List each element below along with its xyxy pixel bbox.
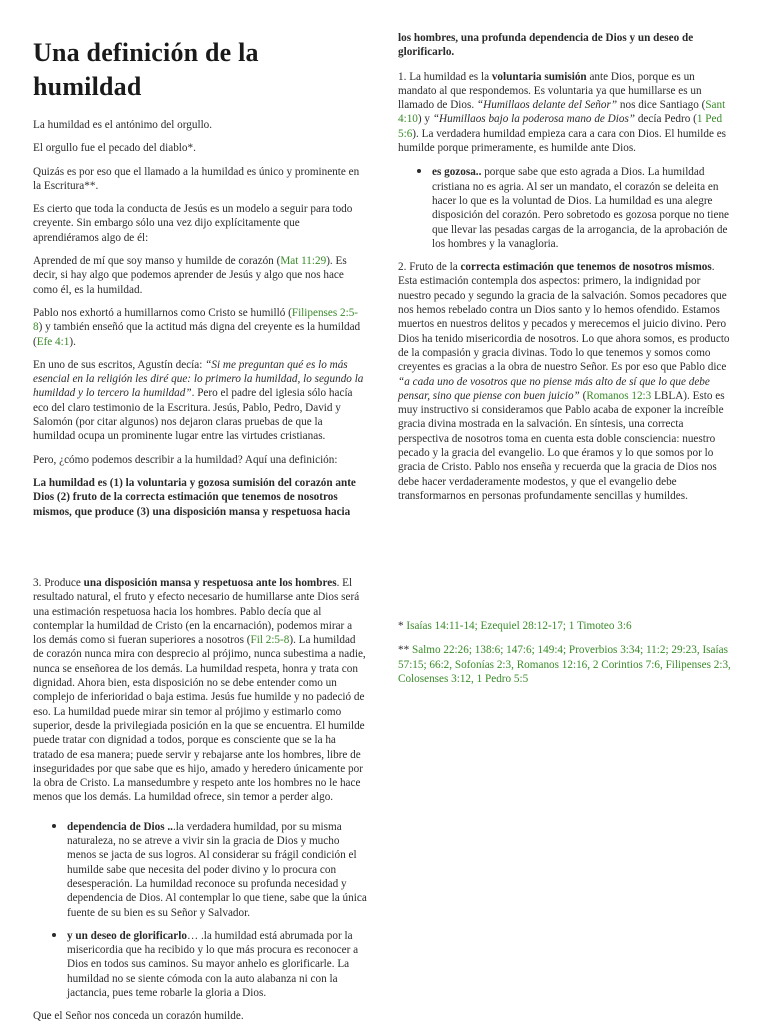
- bold-text: voluntaria sumisión: [491, 70, 587, 83]
- footnotes: [398, 619, 734, 695]
- text-run: (: [579, 389, 587, 402]
- text-run: 1. La humildad es la: [398, 70, 492, 83]
- text-run: Pablo nos exhortó a humillarnos como Cristo se humilló (: [33, 306, 292, 319]
- closing-line: Que el Señor nos conceda un corazón humilde.: [33, 1010, 244, 1023]
- verse-link[interactable]: Isaías 14:11-14; Ezequiel 28:12-17; 1 Timoteo 3:6: [406, 620, 632, 632]
- text-run: En uno de sus escritos, Agustín decía:: [33, 358, 206, 371]
- footnote: [398, 643, 734, 686]
- text-run: . Pero el padre del iglesia sólo hacía eco del claro testimonio de la Escritura. Jesús, Pablo, Pedro, David y Salomón (por citar algunos) nos dejaron claras pruebas de que la humildad ocupa un prominente lugar entre las virtudes cristianas.: [33, 387, 353, 443]
- bold-text: y un deseo de glorificarlo: [67, 929, 187, 942]
- text-run: nos dice Santiago (: [617, 99, 706, 112]
- verse-link[interactable]: Sant 4:10: [398, 99, 726, 126]
- text-run: 2. Fruto de la: [398, 261, 461, 274]
- list-item: [67, 819, 367, 920]
- text-run: 3. Produce: [33, 577, 84, 589]
- footnote: [398, 619, 734, 633]
- footnote-marker: **: [398, 644, 412, 657]
- quote: “Si me preguntan qué es lo más esencial en la religión les diré que: lo primero la humildad, lo segundo la humildad y lo tercero la humildad”: [33, 358, 364, 400]
- paragraph: [33, 576, 367, 805]
- bold-text: es gozosa..: [432, 166, 482, 179]
- bold-text: dependencia de Dios ..: [67, 820, 173, 833]
- paragraph: Pero, ¿cómo podemos describir a la humildad? Aquí una definición:: [33, 453, 338, 466]
- quote: “Humillaos delante del Señor”: [476, 99, 618, 112]
- page-title: Una definición de la humildad: [33, 38, 259, 101]
- list-item: [67, 928, 367, 1000]
- verse-link[interactable]: Filipenses 2:5-8: [33, 306, 359, 334]
- text-run: . Esta estimación contempla dos aspectos: primero, la indignidad por nuestro pecado y segundo la gracia de la salvación. Somos pecadores que nos hemos rebelado contra un Dios santo y lo hemos ofendido. Estamos muertos en nuestros delitos y pecados y merecemos el juicio divino. Pero Dios ha tenido misericordia de nosotros. Lo que ahora somos, es producto de la compasión y gracia divinas. Todo lo que tenemos y somos como creyentes es gracias a la obra de nuestro Señor. Es por eso que Pablo dice: [398, 261, 730, 374]
- paragraph: [33, 254, 367, 297]
- verse-link[interactable]: 1 Ped 5:6: [398, 113, 723, 140]
- text-run: .la verdadera humildad, por su misma naturaleza, no se atreve a vivir sin la gracia de Dios y mucho menos se jacta de sus logros. Al considerar su frágil condición el humilde sabe que necesita del poder divino y lo procura con desesperación. La humildad reconoce su profunda necesidad y dependencia de Dios. Al contemplar lo que tiene, sabe que la única fuente de su bien es su Señor y Salvador.: [67, 820, 367, 919]
- text-run: Aprended de mí que soy manso y humilde de corazón (: [33, 255, 281, 268]
- column-left-bottom: [33, 576, 367, 1033]
- text-run: ).: [69, 335, 76, 348]
- text-run: ante Dios, porque es un mandato al que respondemos. Es voluntaria ya que humillarse es un llamado de Dios.: [398, 70, 702, 112]
- definition-paragraph: La humildad es (1) la voluntaria y gozosa sumisión del corazón ante Dios (2) fruto de la correcta estimación que tenemos de nosotros mismos, que produce (3) una disposición mansa y respetuosa hacia: [33, 476, 356, 518]
- bullet-list: [398, 164, 734, 251]
- text-run: porque sabe que esto agrada a Dios. La humildad cristiana no es agria. Al ser un mandato, el corazón se deleita en hacer lo que es la voluntad de Dios. La humildad es una alegre disposición del corazón. Pero sobretodo es gozosa porque no tiene que llevar las pesadas cargas de la arrogancia, de la aprobación de los hombres y la vanagloria.: [432, 166, 730, 250]
- text-run: ) y: [417, 113, 433, 126]
- paragraph: La humildad es el antónimo del orgullo.: [33, 119, 213, 131]
- text-run: LBLA). Esto es muy instructivo si consideramos que Pablo acaba de exponer la increíble gracia divina mostrada en la salvación. En síntesis, una correcta perspectiva de nosotros toma en cuenta esta doble consciencia: nuestro pecado y la gracia del evangelio. Lo que éramos y lo que somos por lo gracia de Cristo. Pablo nos enseña y recuerda que la gracia de Dios nos debe hacer verdaderamente modestos, y que el evangelio debe transformarnos en personas profundamente sencillas y humildes.: [398, 389, 725, 502]
- definition-continuation: los hombres, una profunda dependencia de Dios y un deseo de glorificarlo.: [398, 32, 694, 59]
- bold-text: correcta estimación que tenemos de nosotros mismos: [460, 261, 712, 274]
- column-right-top: [398, 31, 734, 512]
- paragraph: [398, 260, 734, 503]
- bullet-list: [33, 819, 367, 1001]
- paragraph: [33, 306, 367, 349]
- verse-link[interactable]: Salmo 22:26; 138:6; 147:6; 149:4; Proverbios 3:34; 11:2; 29:23, Isaías 57:15; 66:2, Sofonías 2:3, Romanos 12:16, 2 Corintios 7:6, Filipenses 2:3, Colosenses 3:12, 1 Pedro 5:5: [398, 644, 731, 685]
- text-run: ). La humildad de corazón nunca mira con desprecio al prójimo, nunca subestima a nadie, nunca se enseñorea de los demás. La humildad respeta, honra y trata con dignidad. Ahora bien, esta disposición no se debe entender como un complejo de inferioridad o baja estima. Jesús fue humilde y no padeció de eso. La humildad puede mirar sin temor al prójimo y estimarlo como superior, desde la privilegiada posición en la que se encuentra. El humilde puede tratar con dignidad a todos, porque es consciente que se la ha tratado de esa manera; puede servir y rebajarse ante los hombres, libre de inseguridades por que sabe que es hijo, amado y heredero únicamente por la obra de Cristo. La mansedumbre y respeto ante los hombres no le hace menos que los demás. La humildad ofrece, sin temor a perder algo.: [33, 634, 366, 804]
- text-run: … .la humildad está abrumada por la misericordia que ha recibido y lo que más procura es reconocer a Dios en todos sus caminos. Su mayor anhelo es glorificarle. La humildad no se siente cómoda con la auto alabanza ni con la jactancia, pues teme robarle la gloria a Dios.: [67, 929, 359, 1000]
- paragraph: [398, 70, 734, 156]
- verse-link[interactable]: Efe 4:1: [36, 335, 70, 348]
- paragraph: Quizás es por eso que el llamado a la humildad es único y prominente en la Escritura**.: [33, 165, 360, 192]
- quote: “Humillaos bajo la poderosa mano de Dios”: [432, 113, 636, 126]
- verse-link[interactable]: Mat 11:29: [280, 255, 327, 268]
- text-run: ). Es decir, si hay algo que podemos aprender de Jesús y algo que nos hace como él, es la humildad.: [33, 255, 347, 296]
- bold-text: una disposición mansa y respetuosa ante los hombres: [83, 577, 337, 589]
- list-item: [432, 164, 734, 251]
- quote: “a cada uno de vosotros que no piense más alto de sí que lo que debe pensar, sino que piense con buen juicio”: [398, 375, 710, 402]
- text-run: decía Pedro (: [635, 113, 697, 126]
- paragraph: Es cierto que toda la conducta de Jesús es un modelo a seguir para todo creyente. Sin embargo sólo una vez dijo explícitamente que aprendiéramos algo de él:: [33, 203, 353, 244]
- text-run: ). La verdadera humildad empieza cara a cara con Dios. El humilde es humilde porque primeramente, es humilde ante Dios.: [398, 127, 727, 155]
- footnote-marker: *: [398, 620, 407, 632]
- text-run: ) y también enseñó que la actitud más digna del creyente es la humildad (: [33, 321, 361, 348]
- column-left-top: [33, 36, 367, 528]
- verse-link[interactable]: Fil 2:5-8: [250, 634, 290, 647]
- paragraph: [33, 358, 367, 444]
- verse-link[interactable]: Romanos 12:3: [586, 389, 652, 402]
- paragraph: El orgullo fue el pecado del diablo*.: [33, 142, 196, 155]
- text-run: . El resultado natural, el fruto y efecto necesario de humillarse ante Dios será una estimación respetuosa hacia los hombres. Pablo decía que al contemplar la humildad de Cristo (en la encarnación), podemos mirar a los demás como si fueran superiores a nosotros (: [33, 577, 360, 647]
